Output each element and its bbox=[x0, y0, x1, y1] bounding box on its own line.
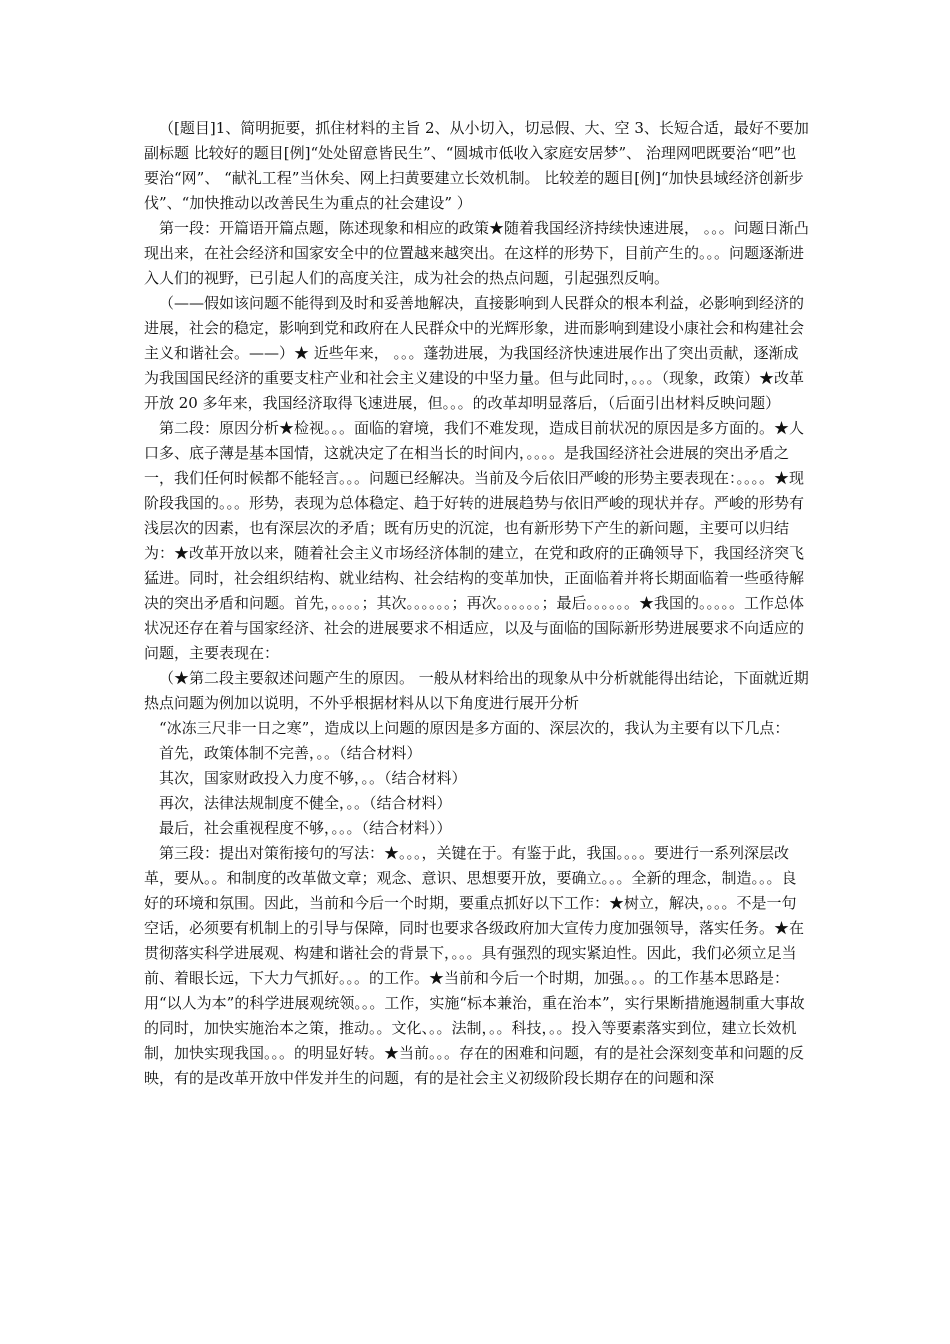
paragraph-second-section: 第二段：原因分析★检视。。。面临的窘境，我们不难发现，造成目前状况的原因是多方面的。★人口多、底子薄是基本国情，这就决定了在相当长的时间内，。。。。是我国经济社会进展的突出矛盾之一，我们任何时候都不能轻言。。。问题已经解决。当前及今后依旧严峻的形势主要表现在：。。。。★现阶段我国的。。。形势，表现为总体稳定、趋于好转的进展趋势与依旧严峻的现状并存。严峻的形势有浅层次的因素，也有深层次的矛盾；既有历史的沉淀，也有新形势下产生的新问题，主要可以归结为：★改革开放以来，随着社会主义市场经济体制的建立，在党和政府的正确领导下，我国经济突飞猛进。同时，社会组织结构、就业结构、社会结构的变革加快，正面临着并将长期面临着一些亟待解决的突出矛盾和问题。首先，。。。。；其次。。。。。。；再次。。。。。。；最后。。。。。。★我国的。。。。。工作总体状况还存在着与国家经济、社会的进展要求不相适应，以及与面临的国际新形势进展要求不向适应的问题，主要表现在： bbox=[144, 419, 805, 662]
paragraph-causes-intro: “冰冻三尺非一日之寒”，造成以上问题的原因是多方面的、深层次的，我认为主要有以下几点： bbox=[159, 719, 790, 737]
paragraph-title-guidelines: （[题目]1、简明扼要，抓住材料的主旨 2、从小切入，切忌假、大、空 3、长短合适，最好不要加副标题 比较好的题目[例]“处处留意皆民生”、“圆城市低收入家庭安居梦”、 治理网吧既要治“吧”也要治“网”、 “献礼工程”当休矣、网上扫黄要建立长效机制。 比较差的题目[例]“加快县域经济创新步伐”、“加快推动以改善民生为重点的社会建设” ） bbox=[144, 119, 809, 212]
list-item-last: 最后，社会重视程度不够，。。。（结合材料）） bbox=[159, 819, 452, 837]
list-item-third: 再次，法律法规制度不健全，。。（结合材料） bbox=[159, 794, 452, 812]
paragraph-second-section-note: （★第二段主要叙述问题产生的原因。 一般从材料给出的现象从中分析就能得出结论，下面就近期热点问题为例加以说明，不外乎根据材料从以下角度进行展开分析 bbox=[144, 669, 809, 712]
list-item-second: 其次，国家财政投入力度不够，。。（结合材料） bbox=[159, 769, 467, 787]
paragraph-third-section: 第三段：提出对策衔接句的写法：★。。。，关键在于。有鉴于此，我国。。。。要进行一系列深层改革，要从。。和制度的改革做文章；观念、意识、思想要开放，要确立。。。全新的理念，制造。。。良好的环境和氛围。因此，当前和今后一个时期，要重点抓好以下工作：★树立，解决，。。。不是一句空话，必须要有机制上的引导与保障，同时也要求各级政府加大宣传力度加强领导，落实任务。★在贯彻落实科学进展观、构建和谐社会的背景下，。。。具有强烈的现实紧迫性。因此，我们必须立足当前、着眼长远，下大力气抓好。。。的工作。★当前和今后一个时期，加强。。。的工作基本思路是：用“以人为本”的科学进展观统领。。。工作，实施“标本兼治，重在治本”，实行果断措施遏制重大事故的同时，加快实施治本之策，推动。。文化、。。法制，。。科技，。。投入等要素落实到位，建立长效机制，加快实现我国。。。的明显好转。★当前。。。存在的困难和问题，有的是社会深刻变革和问题的反映，有的是改革开放中伴发并生的问题，有的是社会主义初级阶段长期存在的问题和深 bbox=[144, 844, 805, 1087]
paragraph-first-section-note: （——假如该问题不能得到及时和妥善地解决，直接影响到人民群众的根本利益，必影响到经济的进展，社会的稳定，影响到党和政府在人民群众中的光辉形象，进而影响到建设小康社会和构建社会主义和谐社会。——）★ 近些年来， 。。。蓬勃进展，为我国经济快速进展作出了突出贡献，逐渐成为我国国民经济的重要支柱产业和社会主义建设的中坚力量。但与此同时，。。。（现象，政策）★改革开放 20 多年来，我国经济取得飞速进展，但。。。的改革却明显落后，（后面引出材料反映问题） bbox=[144, 294, 805, 412]
list-item-first: 首先，政策体制不完善，。。（结合材料） bbox=[159, 744, 422, 762]
paragraph-first-section: 第一段：开篇语开篇点题，陈述现象和相应的政策★随着我国经济持续快速进展， 。。。问题日渐凸现出来，在社会经济和国家安全中的位置越来越突出。在这样的形势下，目前产生的。。。问题逐渐进入人们的视野，已引起人们的高度关注，成为社会的热点问题，引起强烈反响。 bbox=[144, 219, 809, 287]
document-body bbox=[144, 116, 809, 1091]
